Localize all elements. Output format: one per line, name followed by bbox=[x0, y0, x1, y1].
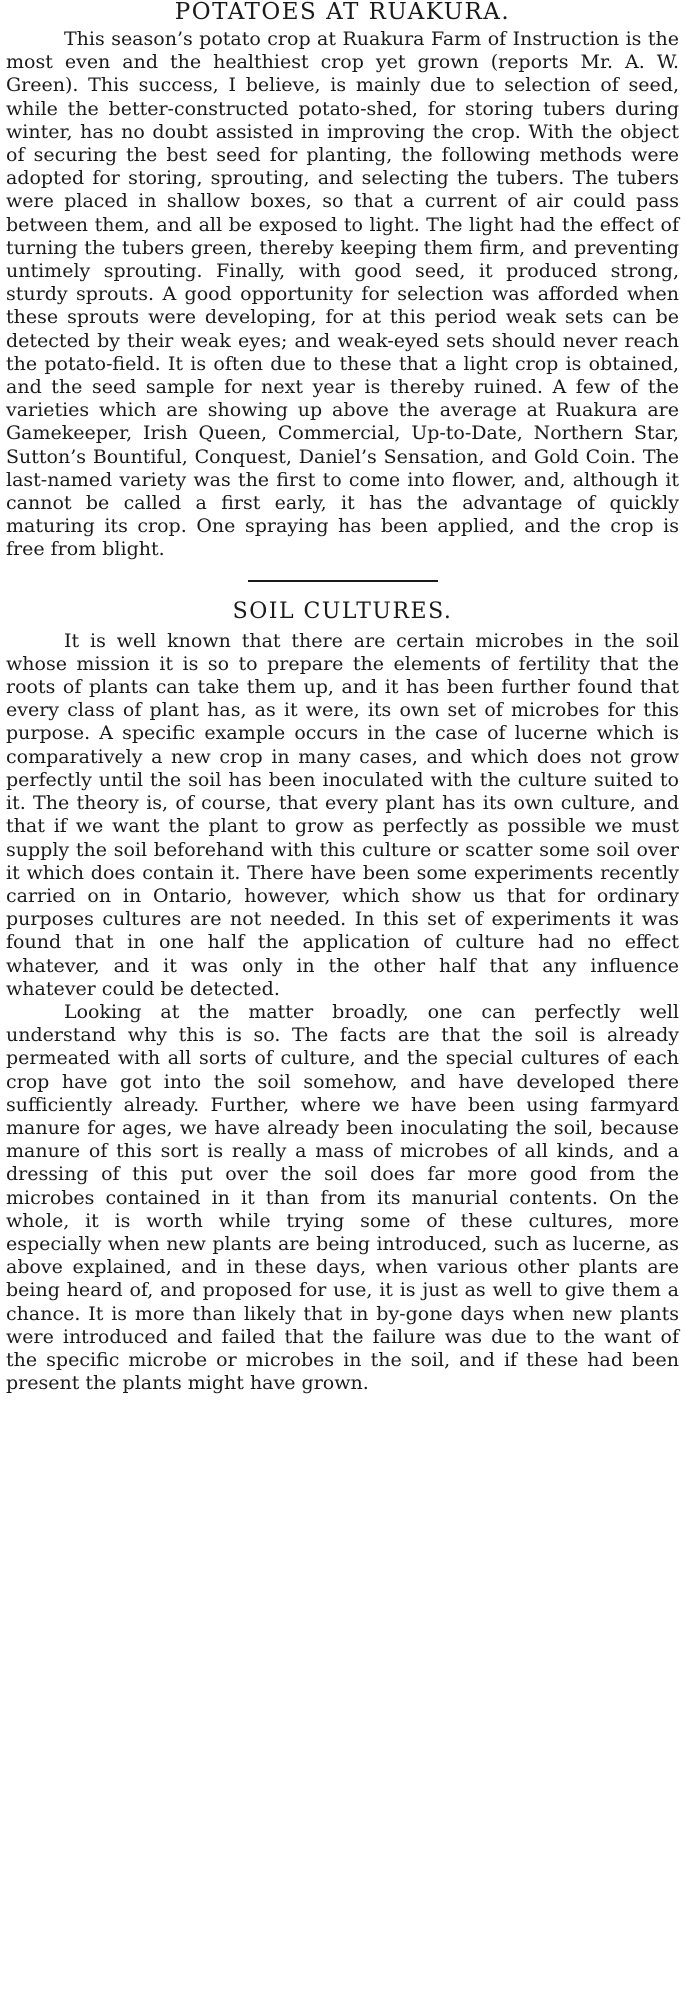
article-paragraph: This season’s potato crop at Ruakura Farm of Instruction is the most even and the healthiest crop yet grown (reports Mr. A. W. Green). This success, I believe, is mainly due to selection of seed, while the better-constructed potato-shed, for storing tubers during winter, has no doubt assisted in improving the crop. With the object of securing the best seed for planting, the following methods were adopted for storing, sprouting, and selecting the tubers. The tubers were placed in shallow boxes, so that a current of air could pass between them, and all be exposed to light. The light had the effect of turning the tubers green, thereby keeping them firm, and preventing untimely sprouting. Finally, with good seed, it produced strong, sturdy sprouts. A good opportunity for selection was afforded when these sprouts were developing, for at this period weak sets can be detected by their weak eyes; and weak-eyed sets should never reach the potato-field. It is often due to these that a light crop is obtained, and the seed sample for next year is thereby ruined. A few of the varieties which are showing up above the average at Ruakura are Gamekeeper, Irish Queen, Commercial, Up-to-Date, Northern Star, Sutton’s Bountiful, Conquest, Daniel’s Sensation, and Gold Coin. The last-named variety was the first to come into flower, and, although it cannot be called a first early, it has the advantage of quickly maturing its crop. One spraying has been applied, and the crop is free from blight. bbox=[6, 28, 679, 561]
article-title-potatoes: POTATOES AT RUAKURA. bbox=[174, 0, 511, 25]
article-paragraph: It is well known that there are certain microbes in the soil whose mission it is so to prepare the elements of fertility that the roots of plants can take them up, and it has been further found that every class of plant has, as it were, its own set of microbes for this purpose. A specific example occurs in the case of lucerne which is comparatively a new crop in many cases, and which does not grow perfectly until the soil has been inoculated with the culture suited to it. The theory is, of course, that every plant has its own culture, and that if we want the plant to grow as perfectly as possible we must supply the soil beforehand with this culture or scatter some soil over it which does contain it. There have been some experiments recently carried on in Ontario, however, which show us that for ordinary purposes cultures are not needed. In this set of experiments it was found that in one half the application of culture had no effect whatever, and it was only in the other half that any influence whatever could be detected. bbox=[6, 629, 679, 1000]
section-divider bbox=[248, 580, 438, 582]
article-paragraph: Looking at the matter broadly, one can perfectly well understand why this is so. The facts are that the soil is already permeated with all sorts of culture, and the special cultures of each crop have got into the soil somehow, and have developed there sufficiently already. Further, where we have been using farmyard manure for ages, we have already been inoculating the soil, because manure of this sort is really a mass of microbes of all kinds, and a dressing of this put over the soil does far more good from the microbes contained in it than from its manurial contents. On the whole, it is worth while trying some of these cultures, more especially when new plants are being introduced, such as lucerne, as above explained, and in these days, when various other plants are being heard of, and proposed for use, it is just as well to give them a chance. It is more than likely that in by-gone days when new plants were introduced and failed that the failure was due to the want of the specific microbe or microbes in the soil, and if these had been present the plants might have grown. bbox=[6, 1000, 679, 1395]
article-title-soil-cultures: SOIL CULTURES. bbox=[232, 598, 453, 624]
